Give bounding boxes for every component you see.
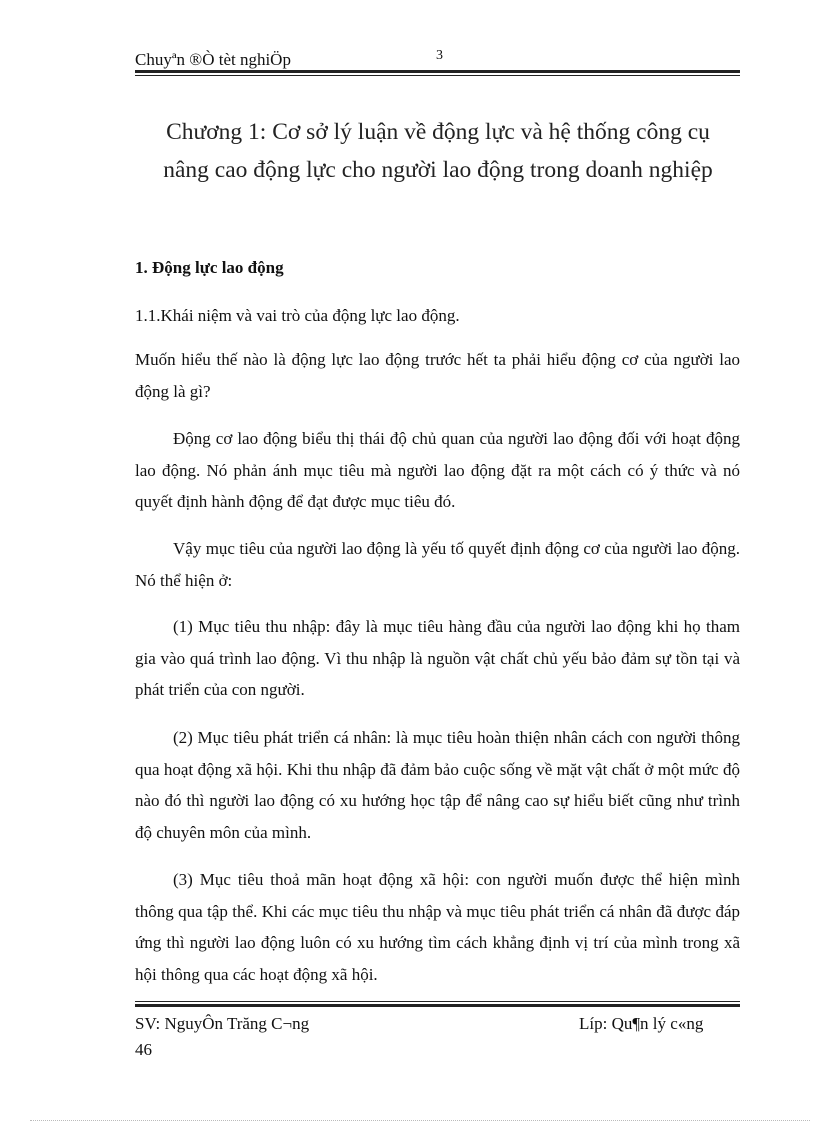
paragraph-5: (2) Mục tiêu phát triển cá nhân: là mục tiêu hoàn thiện nhân cách con người thông qua hoạt động xã hội. Khi thu nhập đã đảm bảo cuộc sống về mặt vật chất ở một mức độ nào đó thì người lao động có xu hướng học tập để nâng cao sự hiểu biết cũng như trình độ chuyên môn của mình. <box>135 728 740 842</box>
paragraph-4: (1) Mục tiêu thu nhập: đây là mục tiêu hàng đầu của người lao động khi họ tham gia vào quá trình lao động. Vì thu nhập là nguồn vật chất chủ yếu bảo đảm sự tồn tại và phát triển của con người. <box>135 617 740 699</box>
footer-class: Líp: Qu¶n lý c«ng <box>579 1014 704 1033</box>
header-rule-thin <box>135 75 740 76</box>
paragraph-6: (3) Mục tiêu thoả mãn hoạt động xã hội: con người muốn được thể hiện mình thông qua tập thể. Khi các mục tiêu thu nhập và mục tiêu phát triển cá nhân đã được đáp ứng thì người lao động luôn có xu hướng tìm cách khẳng định vị trí của mình trong xã hội thông qua các hoạt động xã hội. <box>135 870 740 984</box>
chapter-title-line-1: Chương 1: Cơ sở lý luận về động lực và hệ thống công cụ <box>166 119 710 145</box>
paragraph-3: Vậy mục tiêu của người lao động là yếu tố quyết định động cơ của người lao động. Nó thể hiện ở: <box>135 539 740 590</box>
header-rule-thick <box>135 70 740 73</box>
footer-rule-thin <box>135 1001 740 1002</box>
paragraph-1: Muốn hiểu thế nào là động lực lao động trước hết ta phải hiểu động cơ của người lao động là gì? <box>135 350 740 401</box>
paragraph-2: Động cơ lao động biểu thị thái độ chủ quan của người lao động đối với hoạt động lao động. Nó phản ánh mục tiêu mà người lao động đặt ra một cách có ý thức và nó quyết định hành động để đạt được mục tiêu đó. <box>135 429 740 511</box>
header-title: Chuyªn ®Ò tèt nghiÖp <box>135 50 291 69</box>
footer-student: SV: NguyÔn Trăng C¬ng <box>135 1014 310 1033</box>
chapter-title <box>100 113 776 189</box>
page-edge-dotted-line <box>30 1120 810 1121</box>
footer-rule-thick <box>135 1004 740 1007</box>
chapter-title-line-2: nâng cao động lực cho người lao động trong doanh nghiệp <box>163 157 713 183</box>
header-page-number: 3 <box>436 48 443 63</box>
footer-number: 46 <box>135 1040 152 1059</box>
section-heading: 1. Động lực lao động <box>135 258 284 277</box>
subsection-heading: 1.1.Khái niệm và vai trò của động lực lao động. <box>135 306 460 325</box>
